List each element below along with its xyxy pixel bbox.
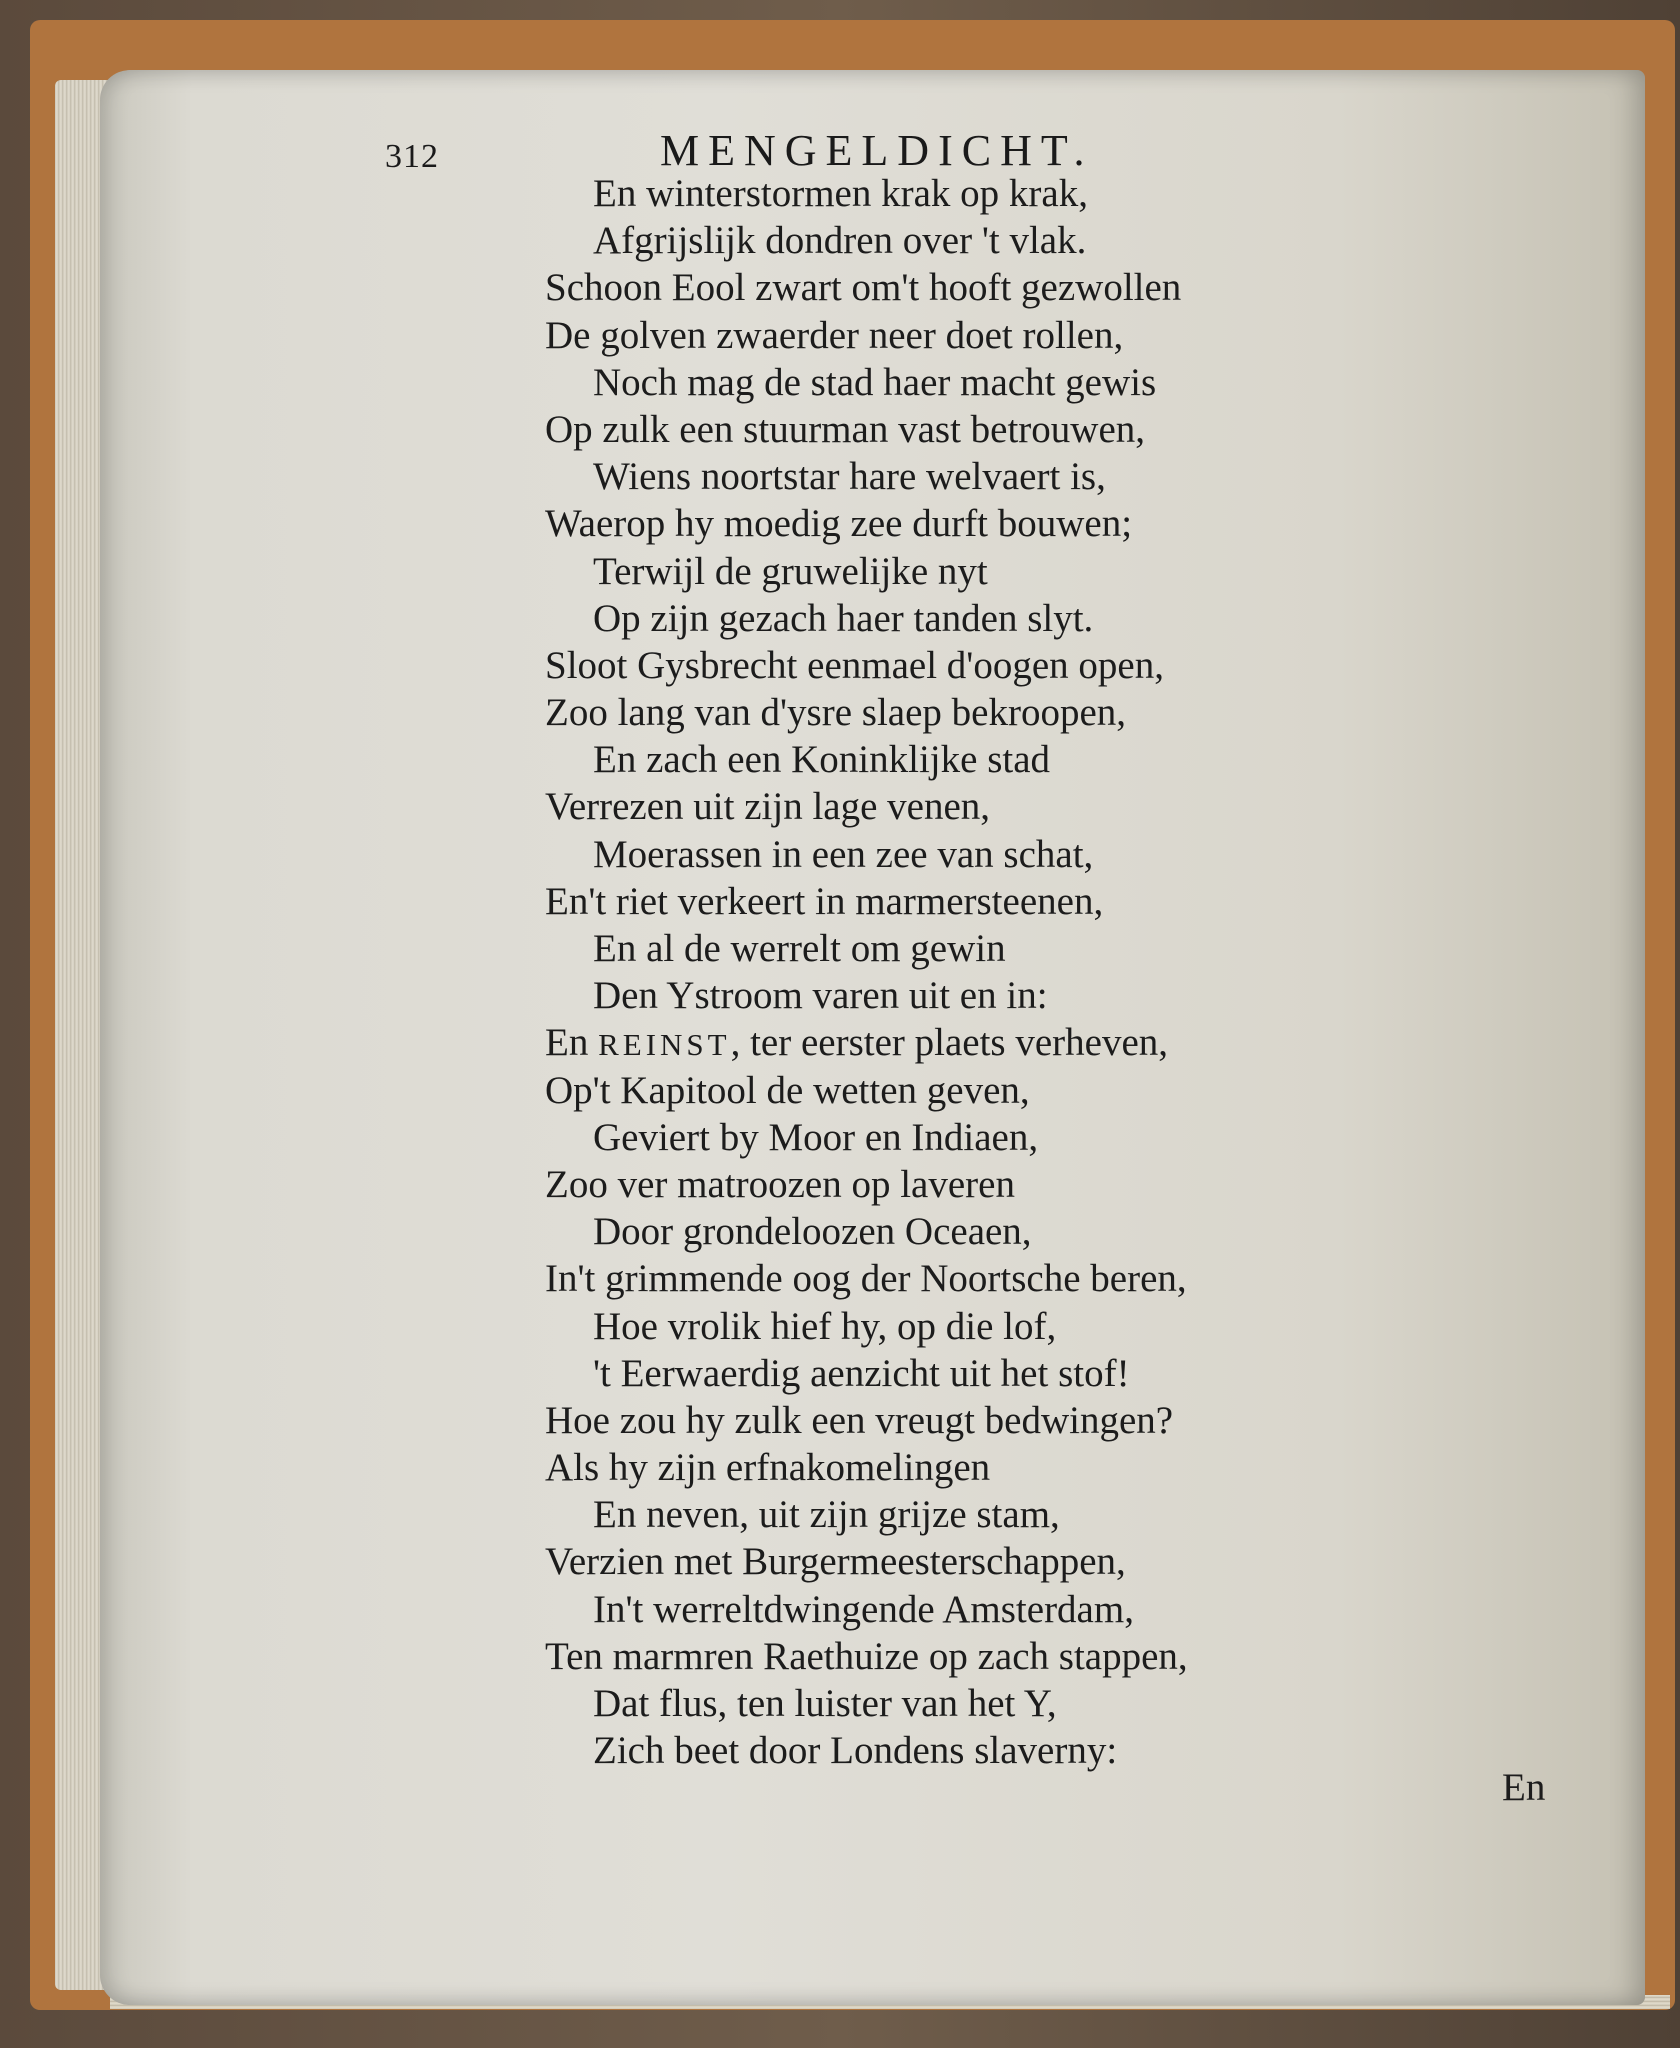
poem-line-text: , ter eerster plaets verheven, (730, 1021, 1169, 1065)
poem-line: Geviert by Moor en Indiaen, (593, 1115, 1039, 1159)
poem-line: Den Ystroom varen uit en in: (593, 974, 1048, 1018)
catchword: En (1502, 1766, 1546, 1809)
poem-line: Verzien met Burgermeesterschappen, (545, 1540, 1126, 1584)
poem-line: Hoe vrolik hief hy, op die lof, (593, 1304, 1057, 1348)
poem-line-smallcaps-name: REINST (598, 1027, 731, 1063)
poem-line: Noch mag de stad haer macht gewis (593, 360, 1157, 404)
poem-line: En't riet verkeert in marmersteenen, (545, 879, 1104, 923)
poem-line: De golven zwaerder neer doet rollen, (545, 313, 1124, 357)
poem-line: Waerop hy moedig zee durft bouwen; (545, 502, 1133, 546)
poem-line: Door grondeloozen Oceaen, (593, 1210, 1032, 1254)
poem-line: Als hy zijn erfnakomelingen (545, 1446, 991, 1490)
poem-line: Verrezen uit zijn lage venen, (545, 785, 991, 829)
poem-line: En winterstormen krak op krak, (593, 172, 1088, 215)
poem-line: Zoo lang van d'ysre slaep bekroopen, (545, 691, 1127, 735)
poem-line: 't Eerwaerdig aenzicht uit het stof! (593, 1351, 1130, 1395)
poem-line: En neven, uit zijn grijze stam, (593, 1493, 1060, 1537)
poem-line: Hoe zou hy zulk een vreugt bedwingen? (545, 1398, 1174, 1442)
poem-line: Ten marmren Raethuize op zach stappen, (545, 1634, 1188, 1678)
poem-line: In't werreltdwingende Amsterdam, (593, 1587, 1134, 1631)
poem-line: Schoon Eool zwart om't hooft gezwollen (545, 266, 1182, 310)
poem-line: Afgrijslijk dondren over 't vlak. (593, 219, 1087, 263)
poem-line-prefix: En (545, 1021, 599, 1065)
poem-line: Terwijl de gruwelijke nyt (593, 549, 988, 593)
poem-line: Dat flus, ten luister van het Y, (593, 1682, 1057, 1725)
running-head: MENGELDICHT. (660, 126, 1094, 175)
page-number: 312 (385, 138, 439, 175)
poem-line: Moerassen in een zee van schat, (593, 832, 1094, 876)
poem-line: Wiens noortstar hare welvaert is, (593, 455, 1106, 499)
poem-text (545, 170, 1545, 1774)
poem-line: Op't Kapitool de wetten geven, (545, 1068, 1030, 1112)
poem-line: Op zijn gezach haer tanden slyt. (593, 596, 1094, 640)
poem-line: En al de werrelt om gewin (593, 927, 1006, 970)
poem-line: In't grimmende oog der Noortsche beren, (545, 1257, 1187, 1301)
poem-line: En zach een Koninklijke stad (593, 738, 1051, 782)
poem-line: Zoo ver matroozen op laveren (545, 1162, 1015, 1206)
poem-line: Op zulk een stuurman vast betrouwen, (545, 407, 1146, 451)
poem-line: Sloot Gysbrecht eenmael d'oogen open, (545, 643, 1164, 687)
poem-line: Zich beet door Londens slaverny: (593, 1729, 1118, 1773)
poem-line (545, 1019, 1545, 1066)
